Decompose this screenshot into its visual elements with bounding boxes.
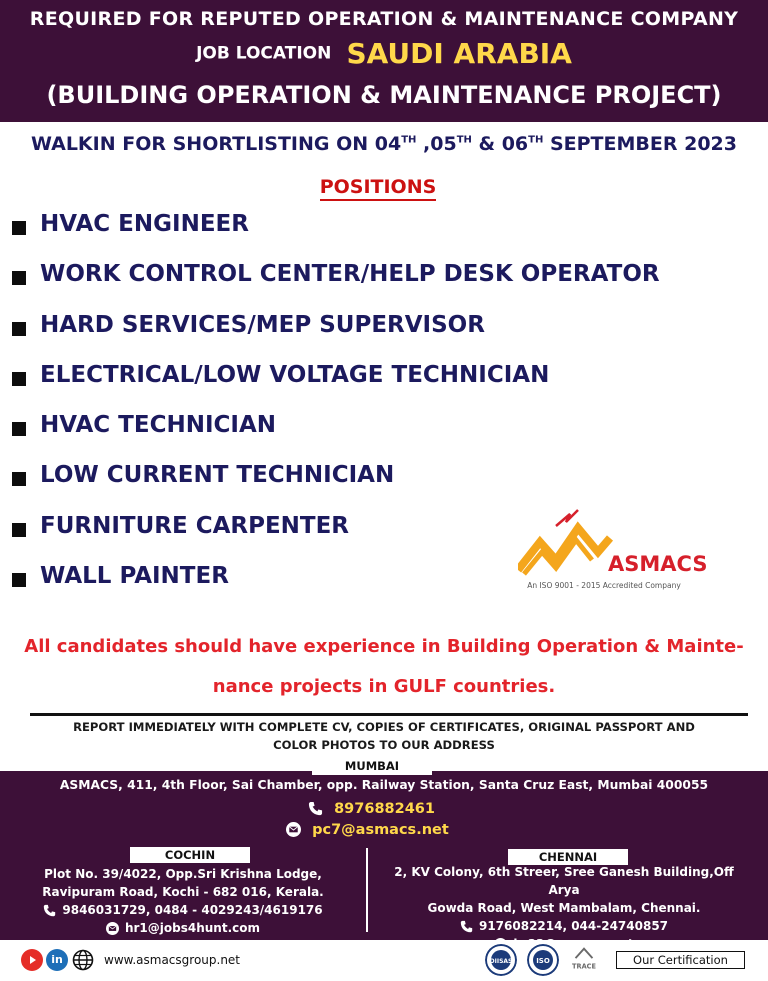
walkin-text-2: ,05 [416,133,457,155]
job-location-value: SAUDI ARABIA [346,37,572,70]
square-bullet-icon [12,472,26,486]
asmacs-logo [518,508,708,596]
play-icon [21,949,43,971]
position-label: LOW CURRENT TECHNICIAN [40,462,395,489]
logo-name: ASMACS [608,552,708,576]
experience-note-line2: nance projects in GULF countries. [212,676,556,697]
job-location-row [0,37,768,70]
mumbai-address: ASMACS, 411, 4th Floor, Sai Chamber, opp. Railway Station, Santa Cruz East, Mumbai 400055 [59,778,709,792]
diisas-certification-badge-icon [485,944,517,976]
square-bullet-icon [12,422,26,436]
walkin-text-3: & 06 [471,133,529,155]
globe-icon[interactable] [72,949,94,971]
square-bullet-icon [12,523,26,537]
report-instructions [40,718,728,754]
square-bullet-icon [12,573,26,587]
website-link[interactable]: www.asmacsgroup.net [104,953,241,967]
mumbai-phone: 8976882461 [334,801,435,817]
cochin-details [18,865,348,937]
job-location-label: JOB LOCATION [196,43,332,64]
project-title: (BUILDING OPERATION & MAINTENANCE PROJECT) [46,81,722,109]
trace-certification-badge-icon [568,944,600,976]
walkin-text-1: WALKIN FOR SHORTLISTING ON 04 [31,133,402,155]
headline: REQUIRED FOR REPUTED OPERATION & MAINTENANCE COMPANY [29,8,739,30]
position-label: HVAC TECHNICIAN [40,412,276,439]
certification-box: Our Certification [616,951,745,969]
chennai-address-2: Gowda Road, West Mambalam, Chennai. [427,901,701,915]
positions-heading-text: POSITIONS [320,176,437,201]
cochin-phone: 9846031729, 0484 - 4029243/4619176 [62,903,323,917]
experience-note-line1: All candidates should have experience in Building Operation & Mainte- [24,636,744,657]
header-banner [0,0,768,122]
position-label: WORK CONTROL CENTER/HELP DESK OPERATOR [40,261,660,288]
globe-shape-icon [72,949,94,971]
footer [0,940,768,981]
square-bullet-icon [12,322,26,336]
chennai-phone: 9176082214, 044-24740857 [478,919,669,933]
mumbai-tab: MUMBAI [312,757,432,775]
email-icon [286,822,301,837]
cochin-email[interactable]: hr1@jobs4hunt.com [124,921,261,935]
cochin-address-2: Ravipuram Road, Kochi - 682 016, Kerala. [42,885,324,899]
position-label: FURNITURE CARPENTER [40,512,350,539]
branch-panel [0,840,768,940]
position-label: WALL PAINTER [40,563,229,590]
position-label: HARD SERVICES/MEP SUPERVISOR [40,311,485,338]
cochin-email-row [18,919,348,937]
chennai-tab: CHENNAI [508,849,628,865]
position-label: HVAC ENGINEER [40,211,249,237]
position-label: ELECTRICAL/LOW VOLTAGE TECHNICIAN [40,361,550,388]
square-bullet-icon [12,271,26,285]
report-line1: REPORT IMMEDIATELY WITH COMPLETE CV, COPIES OF CERTIFICATES, ORIGINAL PASSPORT AND [73,720,695,734]
square-bullet-icon [12,372,26,386]
mumbai-email[interactable]: pc7@asmacs.net [312,822,449,838]
phone-icon [43,904,56,917]
logo-tagline: An ISO 9001 - 2015 Accredited Company [527,581,681,590]
walkin-text-4: SEPTEMBER 2023 [543,133,737,155]
vertical-divider [366,848,368,932]
square-bullet-icon [12,221,26,235]
linkedin-icon[interactable]: in [46,949,68,971]
mumbai-phone-row [308,798,435,817]
cert2-label: ISO [536,957,550,965]
report-line2: COLOR PHOTOS TO OUR ADDRESS [273,738,495,752]
horizontal-divider [30,713,748,716]
chennai-phone-row [378,917,750,935]
walkin-sup-1: TH [401,134,417,146]
walkin-dates [0,133,768,155]
mumbai-panel [0,771,768,840]
cochin-tab: COCHIN [130,847,250,863]
cert1-label: DIISAS [489,958,513,965]
cert3-label: TRACE [572,962,596,971]
experience-note [0,627,768,707]
chennai-address-1: 2, KV Colony, 6th Streer, Sree Ganesh Building,Off Arya [394,865,734,897]
cochin-phone-row [18,901,348,919]
iso-certification-badge-icon [527,944,559,976]
positions-heading [0,176,756,198]
cochin-address-1: Plot No. 39/4022, Opp.Sri Krishna Lodge, [44,867,322,881]
mumbai-email-row [286,819,449,838]
phone-icon [308,801,323,816]
email-icon [106,922,119,935]
walkin-sup-2: TH [456,134,472,146]
youtube-icon[interactable] [21,949,43,971]
walkin-sup-3: TH [528,134,544,146]
phone-icon [460,920,473,933]
